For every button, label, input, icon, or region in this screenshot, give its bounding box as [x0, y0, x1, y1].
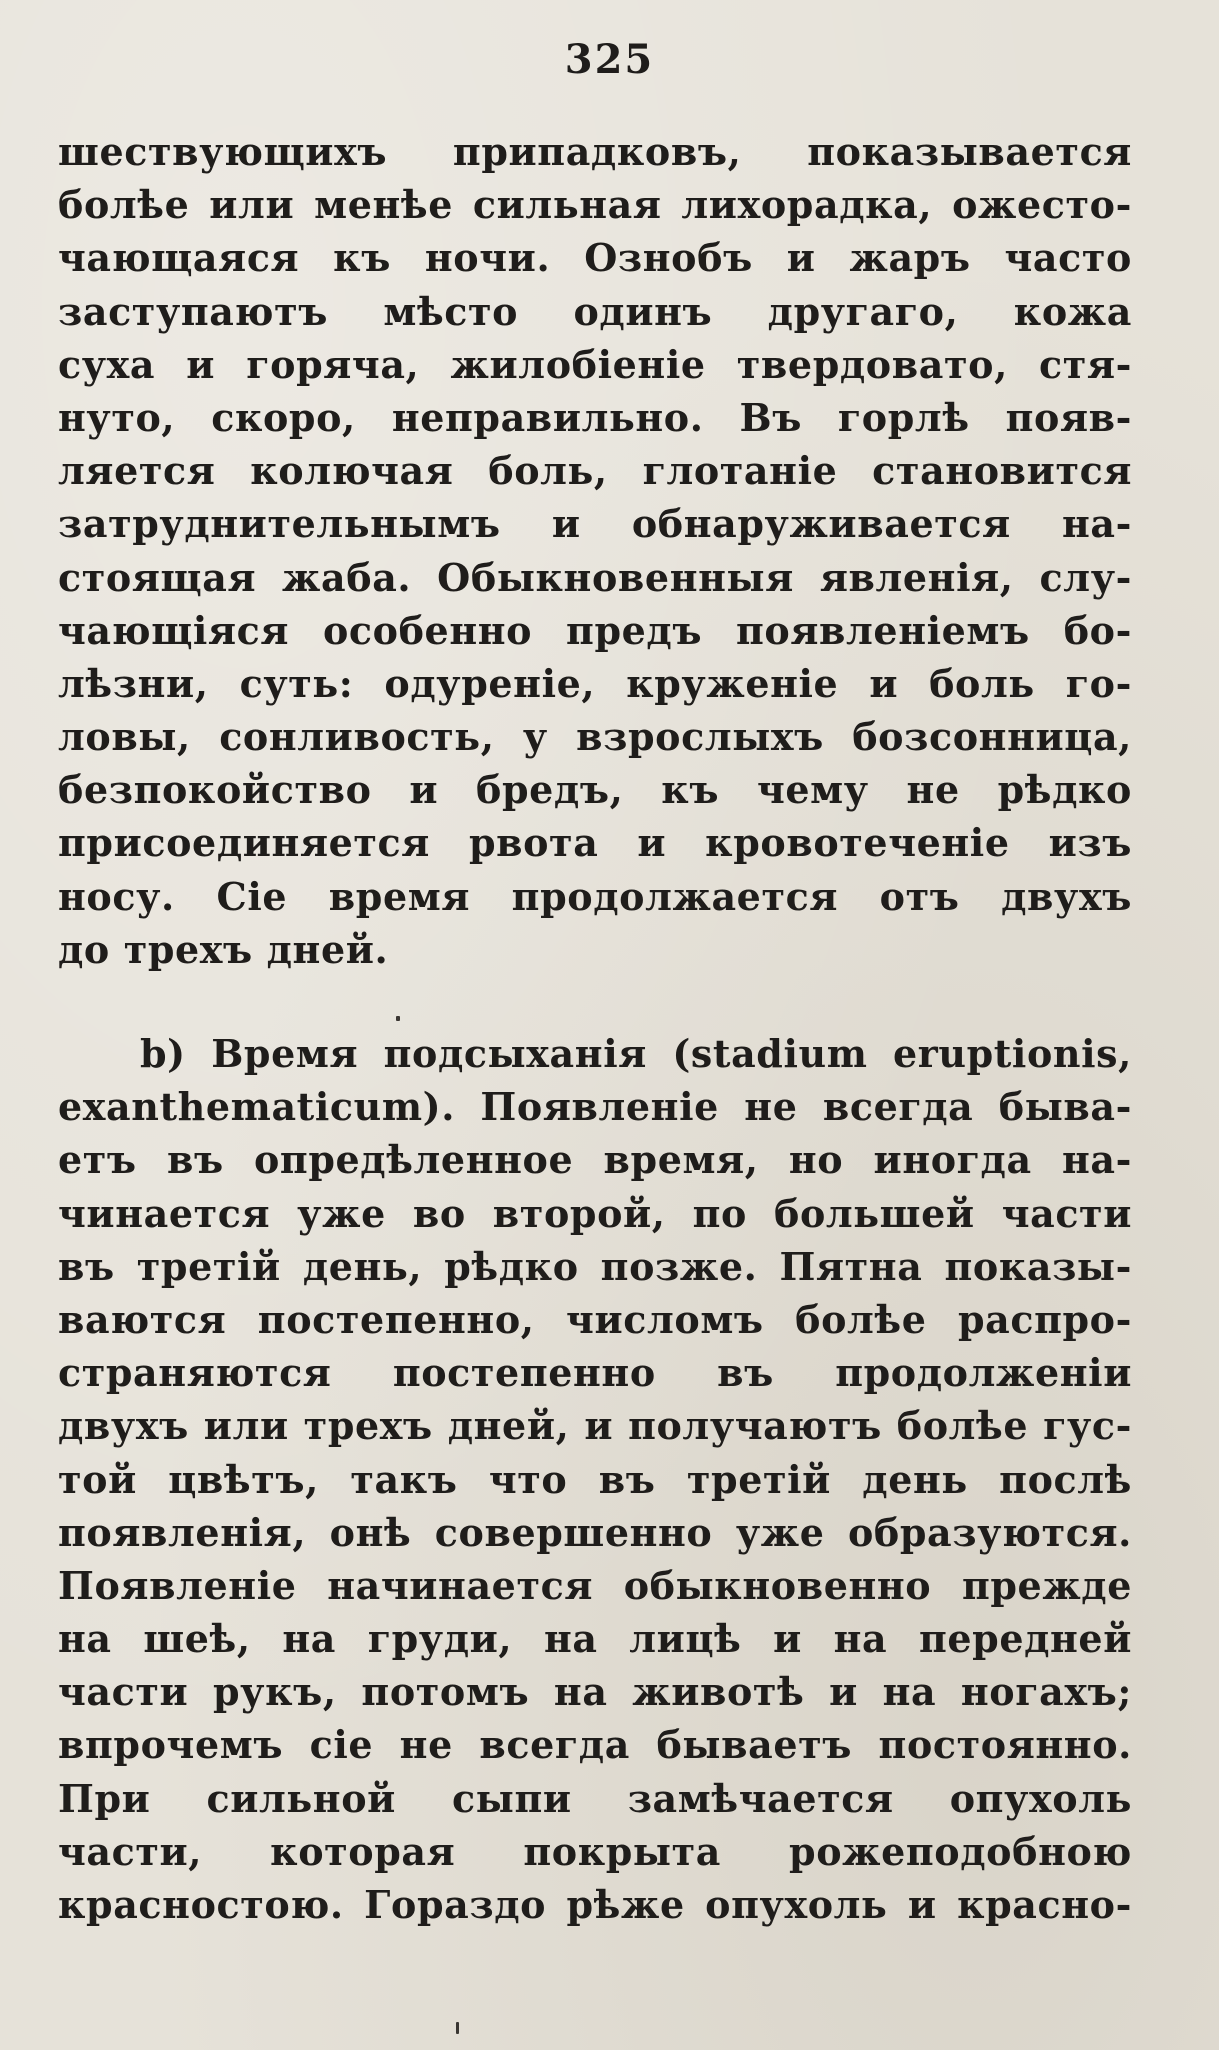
text-line: до трехъ дней.: [58, 926, 389, 972]
text-line: безпокойство и бредъ, къ чему не рѣдко: [58, 767, 1132, 813]
text-line: чающіяся особенно предъ появленіемъ бо-: [58, 607, 1132, 653]
text-line: етъ въ опредѣленное время, но иногда на-: [58, 1137, 1132, 1183]
ink-speck: [396, 1016, 400, 1021]
page-number: 325: [564, 36, 655, 83]
text-line: ловы, сонливость, у взрослыхъ бозсонница,: [58, 714, 1132, 760]
text-line: болѣе или менѣе сильная лихорадка, ожесто-: [58, 182, 1132, 228]
text-line: двухъ или трехъ дней, и получаютъ болѣе гус-: [58, 1403, 1132, 1449]
text-line: заступаютъ мѣсто одинъ другаго, кожа: [58, 288, 1132, 334]
text-line: въ третій день, рѣдко позже. Пятна показы-: [58, 1243, 1132, 1289]
text-line: той цвѣтъ, такъ что въ третій день послѣ: [58, 1456, 1132, 1502]
ink-speck: [456, 2022, 459, 2034]
text-line: Появленіе начинается обыкновенно прежде: [58, 1562, 1132, 1608]
text-line: части рукъ, потомъ на животѣ и на ногахъ;: [58, 1669, 1132, 1715]
text-line: При сильной сыпи замѣчается опухоль: [58, 1775, 1132, 1821]
text-line: на шеѣ, на груди, на лицѣ и на передней: [58, 1616, 1132, 1662]
text-line: впрочемъ сіе не всегда бываетъ постоянно.: [58, 1722, 1132, 1768]
text-line: присоединяется рвота и кровотеченіе изъ: [58, 820, 1132, 866]
text-line: нуто, скоро, неправильно. Въ горлѣ появ-: [58, 394, 1132, 440]
text-line: страняются постепенно въ продолженіи: [58, 1350, 1132, 1396]
text-line: носу. Сіе время продолжается отъ двухъ: [58, 873, 1132, 919]
paragraph-eruption-stage: [58, 1027, 1132, 1931]
text-line: затруднительнымъ и обнаруживается на-: [58, 501, 1132, 547]
text-line: суха и горяча, жилобіеніе твердовато, стя-: [58, 341, 1132, 387]
text-line: чающаяся къ ночи. Ознобъ и жаръ часто: [58, 235, 1132, 281]
text-line: exanthematicum). Появленіе не всегда быва-: [58, 1084, 1132, 1130]
text-line: красностою. Гораздо рѣже опухоль и красно-: [58, 1882, 1132, 1927]
text-line: стоящая жаба. Обыкновенныя явленія, слу-: [58, 554, 1132, 600]
text-line: b) Время подсыханія (stadium eruptionis,: [140, 1031, 1132, 1076]
text-line: ваются постепенно, числомъ болѣе распро-: [58, 1296, 1132, 1342]
text-line: появленія, онѣ совершенно уже образуются.: [58, 1509, 1132, 1555]
text-line: шествующихъ припадковъ, показывается: [58, 129, 1132, 174]
text-line: чинается уже во второй, по большей части: [58, 1190, 1132, 1236]
text-line: части, которая покрыта рожеподобною: [58, 1828, 1132, 1874]
paragraph-symptoms: [58, 125, 1132, 976]
text-line: ляется колючая боль, глотаніе становится: [58, 448, 1132, 494]
text-line: лѣзни, суть: одуреніе, круженіе и боль го-: [58, 660, 1132, 706]
